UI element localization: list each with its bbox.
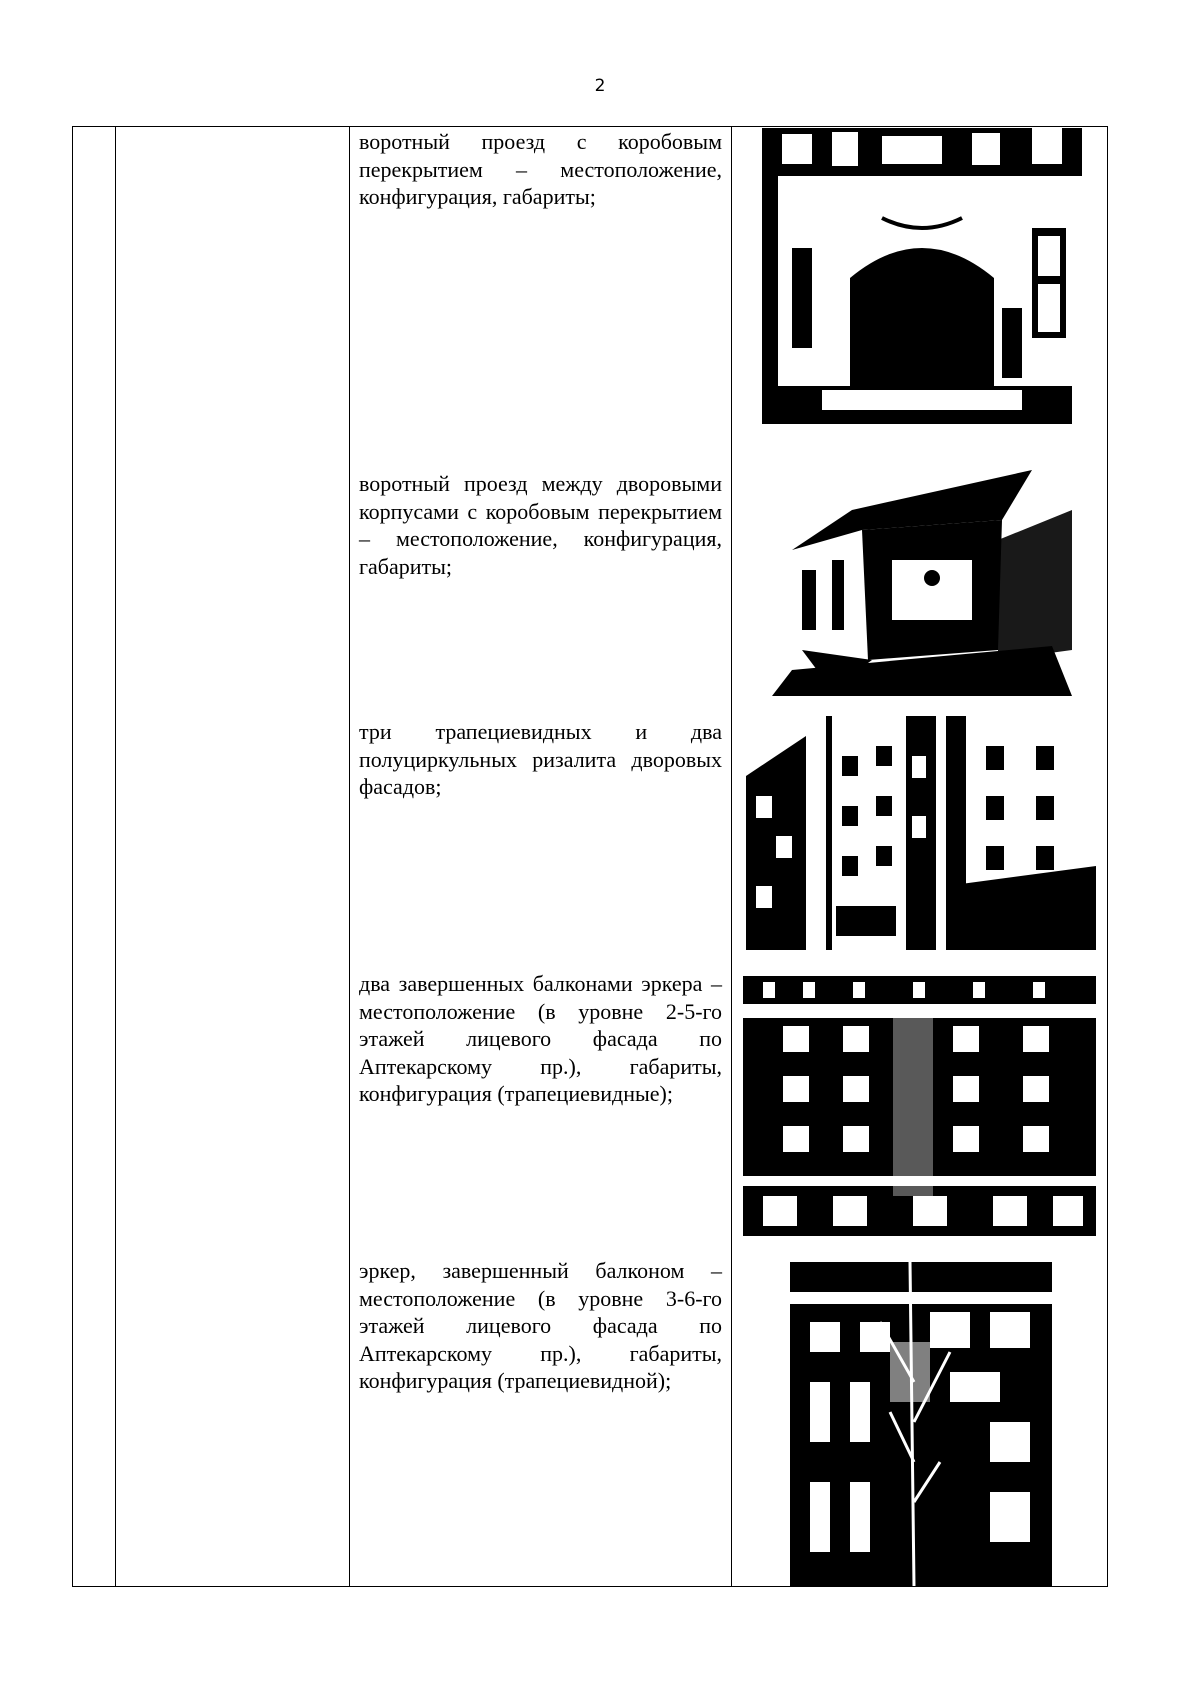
page-number: 2: [594, 76, 606, 96]
feature-description-gateway-passage: воротный проезд между дворовыми корпусами с коробовым перекрытием – местоположение, конфигурация, габариты;: [359, 471, 722, 579]
table-column-divider: [731, 127, 732, 1586]
photo-gateway-passage: [772, 450, 1072, 696]
feature-description-gateway-arch: воротный проезд с коробовым перекрытием – местоположение, конфигурация, габариты;: [359, 129, 722, 209]
table-column-divider: [349, 127, 350, 1586]
photo-gateway-arch: [762, 128, 1082, 424]
photo-courtyard-facades: [746, 716, 1096, 950]
table-column-divider: [115, 127, 116, 1586]
feature-description-street-facade-bays: два завершенных балконами эркера – местоположение (в уровне 2-5-го этажей лицевого фасада по Аптекарскому пр.), габариты, конфигурация (трапециевидные);: [359, 971, 722, 1106]
feature-description-street-facade-bay-single: эркер, завершенный балконом – местоположение (в уровне 3-6-го этажей лицевого фасада по Аптекарскому пр.), габариты, конфигурация (трапециевидной);: [359, 1258, 722, 1393]
photo-street-facade-bays: [743, 976, 1096, 1236]
feature-description-courtyard-facades: три трапециевидных и два полуциркульных ризалита дворовых фасадов;: [359, 719, 722, 799]
photo-street-facade-bay-single: [790, 1262, 1052, 1586]
